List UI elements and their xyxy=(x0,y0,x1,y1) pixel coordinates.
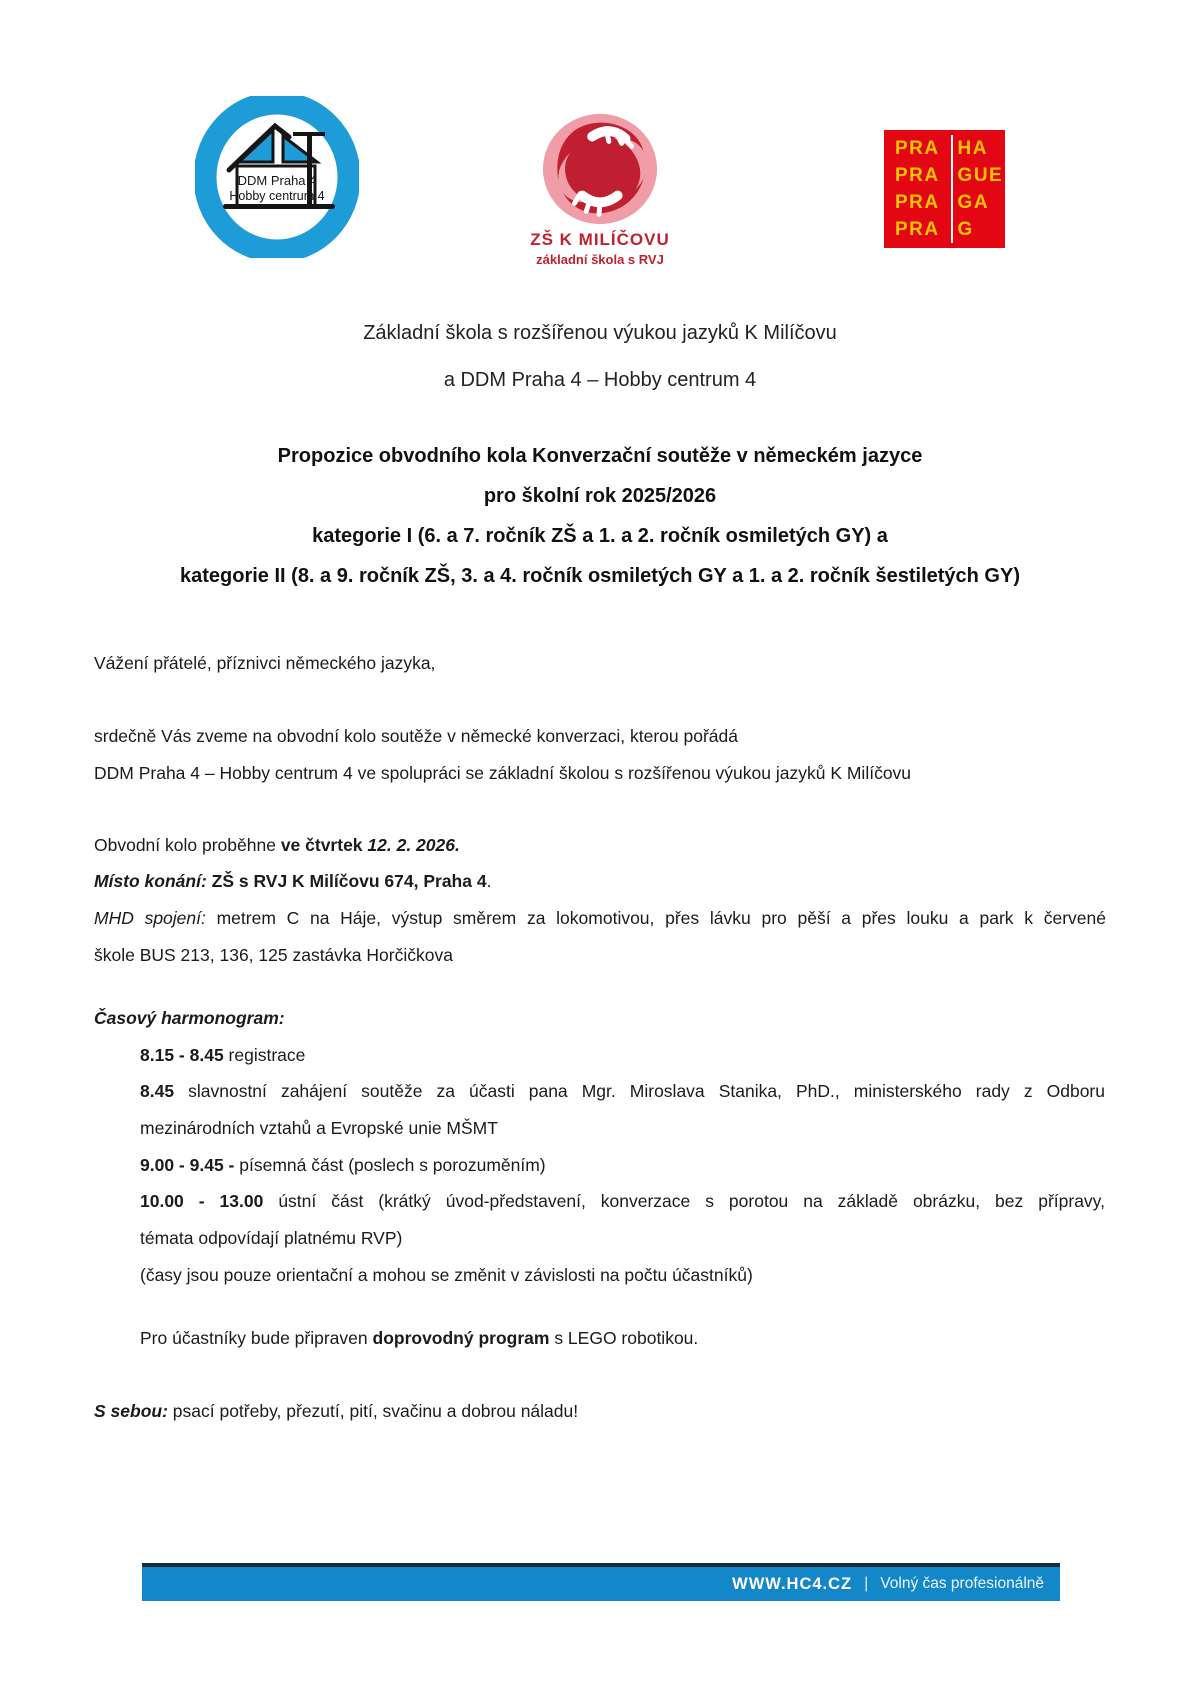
praha-logo-text: HA xyxy=(951,135,1005,162)
praha-logo-text: PRA xyxy=(895,192,940,213)
schedule-item4-line1: ústní část (krátký úvod-představení, konverzace s porotou na základě obrázku, bez přípravy, xyxy=(278,1191,1105,1211)
title-line2: pro školní rok 2025/2026 xyxy=(483,485,717,507)
footer-tagline: Volný čas profesionálně xyxy=(880,1575,1044,1592)
schedule-item-oral xyxy=(140,1183,1105,1257)
zs-logo-subtitle: základní škola s RVJ xyxy=(536,252,664,267)
schedule-item4-line2: témata odpovídají platnému RVP) xyxy=(140,1228,403,1248)
title-line4: kategorie II (8. a 9. ročník ZŠ, 3. a 4. ročník osmiletých GY a 1. a 2. ročník šestiletých GY) xyxy=(180,565,1020,587)
invitation-line2: DDM Praha 4 – Hobby centrum 4 ve spolupráci se základní školou s rozšířenou výukou jazyků K Milíčovu xyxy=(94,763,912,783)
salutation: Vážení přátelé, příznivci německého jazyka, xyxy=(94,653,436,673)
venue-period: . xyxy=(486,871,492,891)
schedule-item1-text: registrace xyxy=(228,1045,306,1065)
praha-logo-text: GA xyxy=(951,189,1005,216)
side-program-line xyxy=(140,1320,1105,1357)
schedule-item2-time: 8.45 xyxy=(140,1081,175,1101)
transport-paragraph xyxy=(94,900,1106,974)
bring-label: S sebou: xyxy=(94,1401,168,1421)
transport-label: MHD spojení: xyxy=(94,908,217,928)
zs-k-milicovu-logo xyxy=(500,112,700,267)
ddm-hobby-centrum-logo xyxy=(195,96,359,258)
footer-website-url: WWW.HC4.CZ xyxy=(732,1574,853,1593)
title-line1: Propozice obvodního kola Konverzační soutěže v německém jazyce xyxy=(277,445,923,467)
venue-label: Místo konání: xyxy=(94,871,212,891)
schedule-item3-time: 9.00 - 9.45 - xyxy=(140,1155,235,1175)
svg-text:Hobby centrum 4: Hobby centrum 4 xyxy=(229,189,325,203)
bring-with-you-line xyxy=(94,1393,1106,1430)
praha-logo-text: G xyxy=(951,216,1005,243)
page-title xyxy=(0,436,1200,596)
bring-text: psací potřeby, přezutí, pití, svačinu a dobrou náladu! xyxy=(167,1401,579,1421)
schedule-item1-time: 8.15 - 8.45 xyxy=(140,1045,224,1065)
praha-logo-text: GUE xyxy=(951,162,1005,189)
transport-line1: metrem C na Háje, výstup směrem za lokomotivou, přes lávku pro pěší a přes louku a park k červené xyxy=(216,908,1106,928)
praha-city-logo xyxy=(884,130,1005,248)
footer-separator: | xyxy=(864,1575,869,1592)
event-date-line xyxy=(94,827,1106,864)
venue-value: ZŠ s RVJ K Milíčovu 674, Praha 4 xyxy=(211,871,487,891)
organizer-line1: Základní škola s rozšířenou výukou jazyků K Milíčovu xyxy=(363,322,837,344)
transport-line2: škole BUS 213, 136, 125 zastávka Horčičkova xyxy=(94,945,453,965)
house-logo-icon xyxy=(195,96,359,258)
schedule-item-registration xyxy=(140,1037,1105,1074)
date-value: 12. 2. 2026. xyxy=(367,835,460,855)
date-weekday: ve čtvrtek xyxy=(280,835,368,855)
schedule-item-opening xyxy=(140,1073,1105,1147)
praha-logo-text: PRA xyxy=(895,138,940,159)
organizer-line2: a DDM Praha 4 – Hobby centrum 4 xyxy=(443,369,757,391)
praha-logo-text: PRA xyxy=(895,219,940,240)
hugging-hands-logo-icon xyxy=(541,112,659,226)
schedule-item2-line1: slavnostní zahájení soutěže za účasti pana Mgr. Miroslava Stanika, PhD., ministerského rady z Odboru xyxy=(188,1081,1105,1101)
schedule-item2-line2: mezinárodních vztahů a Evropské unie MŠMT xyxy=(140,1118,498,1138)
organizer-heading xyxy=(0,310,1200,404)
program-suffix: s LEGO robotikou. xyxy=(549,1328,699,1348)
invitation-line1: srdečně Vás zveme na obvodní kolo soutěže v německé konverzaci, kterou pořádá xyxy=(94,726,738,746)
title-line3: kategorie I (6. a 7. ročník ZŠ a 1. a 2. ročník osmiletých GY) a xyxy=(312,525,888,547)
invitation-paragraph xyxy=(94,718,1106,792)
schedule-item-written xyxy=(140,1147,1105,1184)
date-prefix: Obvodní kolo proběhne xyxy=(94,835,281,855)
zs-logo-title: ZŠ K MILÍČOVU xyxy=(530,230,670,249)
schedule-item4-time: 10.00 - 13.00 xyxy=(140,1191,264,1211)
program-bold: doprovodný program xyxy=(372,1328,550,1348)
schedule-heading: Časový harmonogram: xyxy=(94,1008,285,1028)
schedule-item3-text: písemná část (poslech s porozuměním) xyxy=(239,1155,546,1175)
svg-text:DDM Praha 4: DDM Praha 4 xyxy=(237,173,317,188)
praha-logo-text: PRA xyxy=(895,165,940,186)
footer-bar xyxy=(142,1563,1060,1601)
schedule-note: (časy jsou pouze orientační a mohou se změnit v závislosti na počtu účastníků) xyxy=(140,1265,753,1285)
program-prefix: Pro účastníky bude připraven xyxy=(140,1328,373,1348)
venue-line xyxy=(94,863,1106,900)
